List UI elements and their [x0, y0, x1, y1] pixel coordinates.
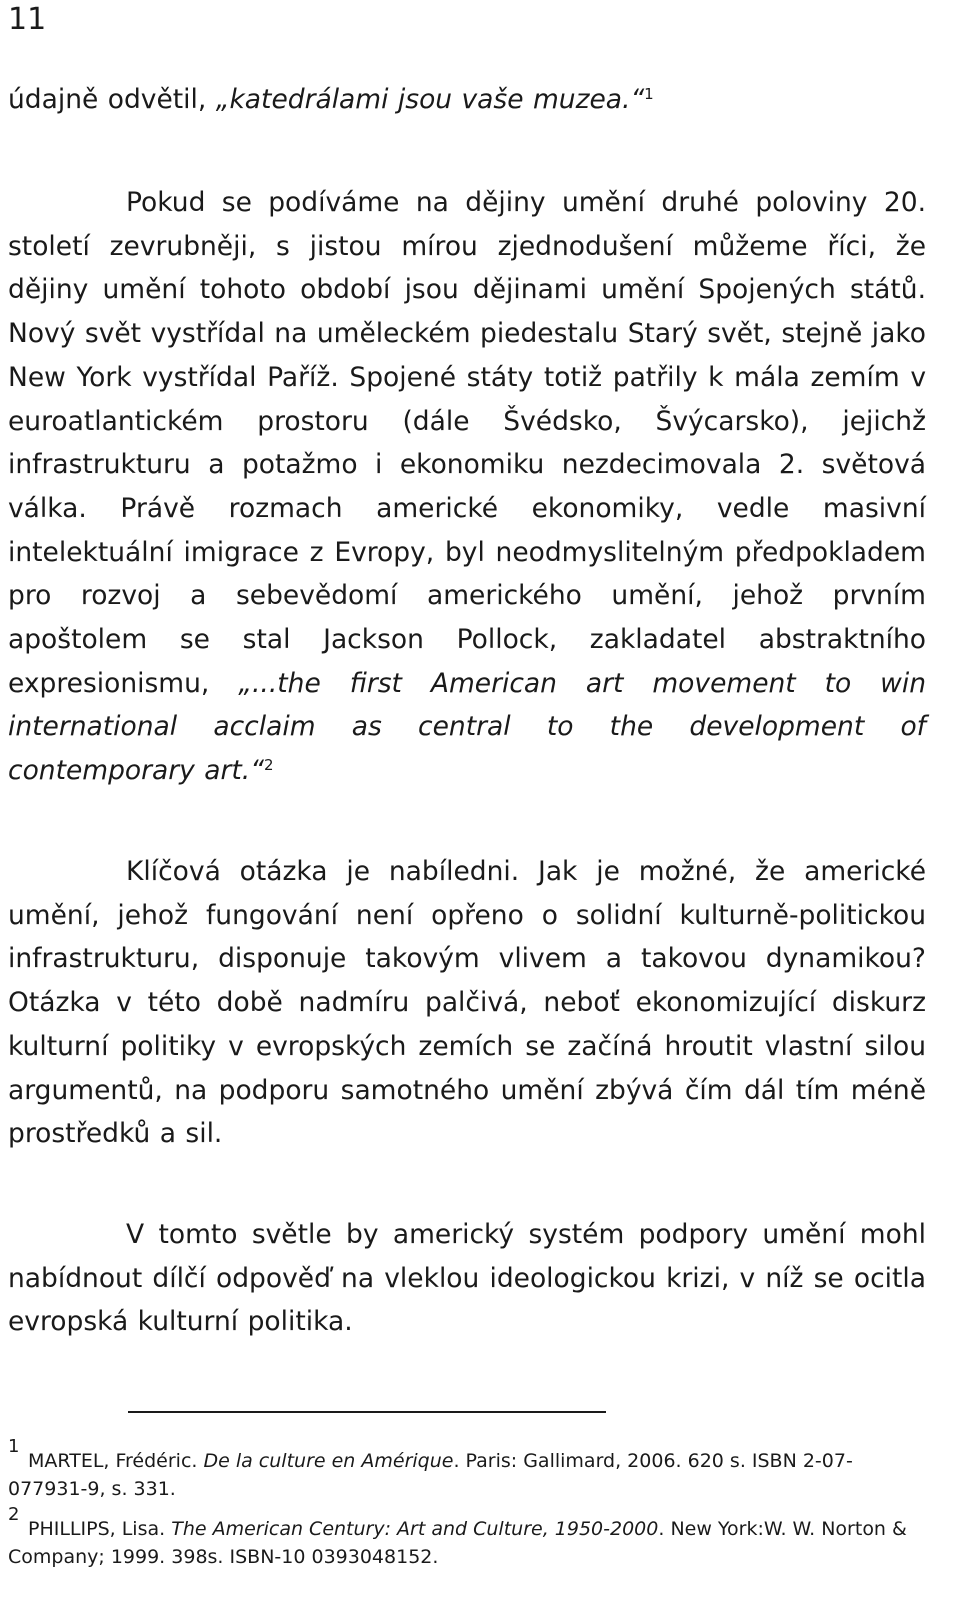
- footnote-title: De la culture en Amérique: [203, 1450, 454, 1472]
- paragraph-quote-end: [8, 78, 926, 122]
- footnote-ref: 2: [263, 756, 274, 775]
- paragraph-text: V tomto světle by americký systém podpory umění mohl nabídnout dílčí odpověď na vleklou ideologickou krizi, v níž se ocitla evropská kulturní politika.: [8, 1219, 926, 1338]
- footnote-author: PHILLIPS, Lisa.: [28, 1518, 172, 1540]
- paragraph-text: Klíčová otázka je nabíledni. Jak je možné, že americké umění, jehož fungování není opřeno o solidní kulturně-politickou infrastrukturu, disponuje takovým vlivem a takovou dynamikou? Otázka v této době nadmíru palčivá, neboť ekonomizující diskurz kulturní politiky v evropských zemích se začíná hroutit vlastní silou argumentů, na podporu samotného umění zbývá čím dál tím méně prostředků a sil.: [8, 856, 926, 1150]
- footnote-author: MARTEL, Frédéric.: [28, 1450, 204, 1472]
- paragraph-us-art-history: [8, 181, 926, 793]
- footnote-ref: 1: [644, 85, 654, 103]
- footnote-number: 2: [8, 1504, 20, 1525]
- footnote-title: The American Century: Art and Culture, 1950-2000: [171, 1518, 659, 1540]
- footnote-1: [8, 1436, 932, 1503]
- footnote-separator: [128, 1411, 606, 1413]
- footnote-rest: . New York:W. W. Norton & Company; 1999. 398s. ISBN-10 0393048152.: [8, 1518, 907, 1568]
- paragraph-key-question: [8, 850, 926, 1156]
- paragraph-conclusion: [8, 1213, 926, 1344]
- footnote-2: [8, 1504, 932, 1571]
- paragraph-text: Pokud se podíváme na dějiny umění druhé poloviny 20. století zevrubněji, s jistou mírou zjednodušení můžeme říci, že dějiny umění tohoto období jsou dějinami umění Spojených států. Nový svět vystřídal na uměleckém piedestalu Starý svět, stejně jako New York vystřídal Paříž. Spojené státy totiž patřily k mála zemím v euroatlantickém prostoru (dále Švédsko, Švýcarsko), jejichž infrastrukturu a potažmo i ekonomiku nezdecimovala 2. světová válka. Právě rozmach americké ekonomiky, vedle masivní intelektuální imigrace z Evropy, byl neodmyslitelným předpokladem pro rozvoj a sebevědomí amerického umění, jehož prvním apoštolem se stal Jackson Pollock, zakladatel abstraktního expresionismu,: [8, 187, 926, 699]
- paragraph-text: údajně odvětil,: [8, 84, 216, 115]
- footnote-rest: . Paris: Gallimard, 2006. 620 s. ISBN 2-07-077931-9, s. 331.: [8, 1450, 853, 1500]
- footnote-number: 1: [8, 1436, 20, 1457]
- quote-text: „katedrálami jsou vaše muzea.“: [215, 84, 645, 115]
- quote-text: „...the first American art movement to win international acclaim as central to the development of contemporary art.“: [8, 667, 926, 787]
- page-number: 11: [8, 2, 47, 37]
